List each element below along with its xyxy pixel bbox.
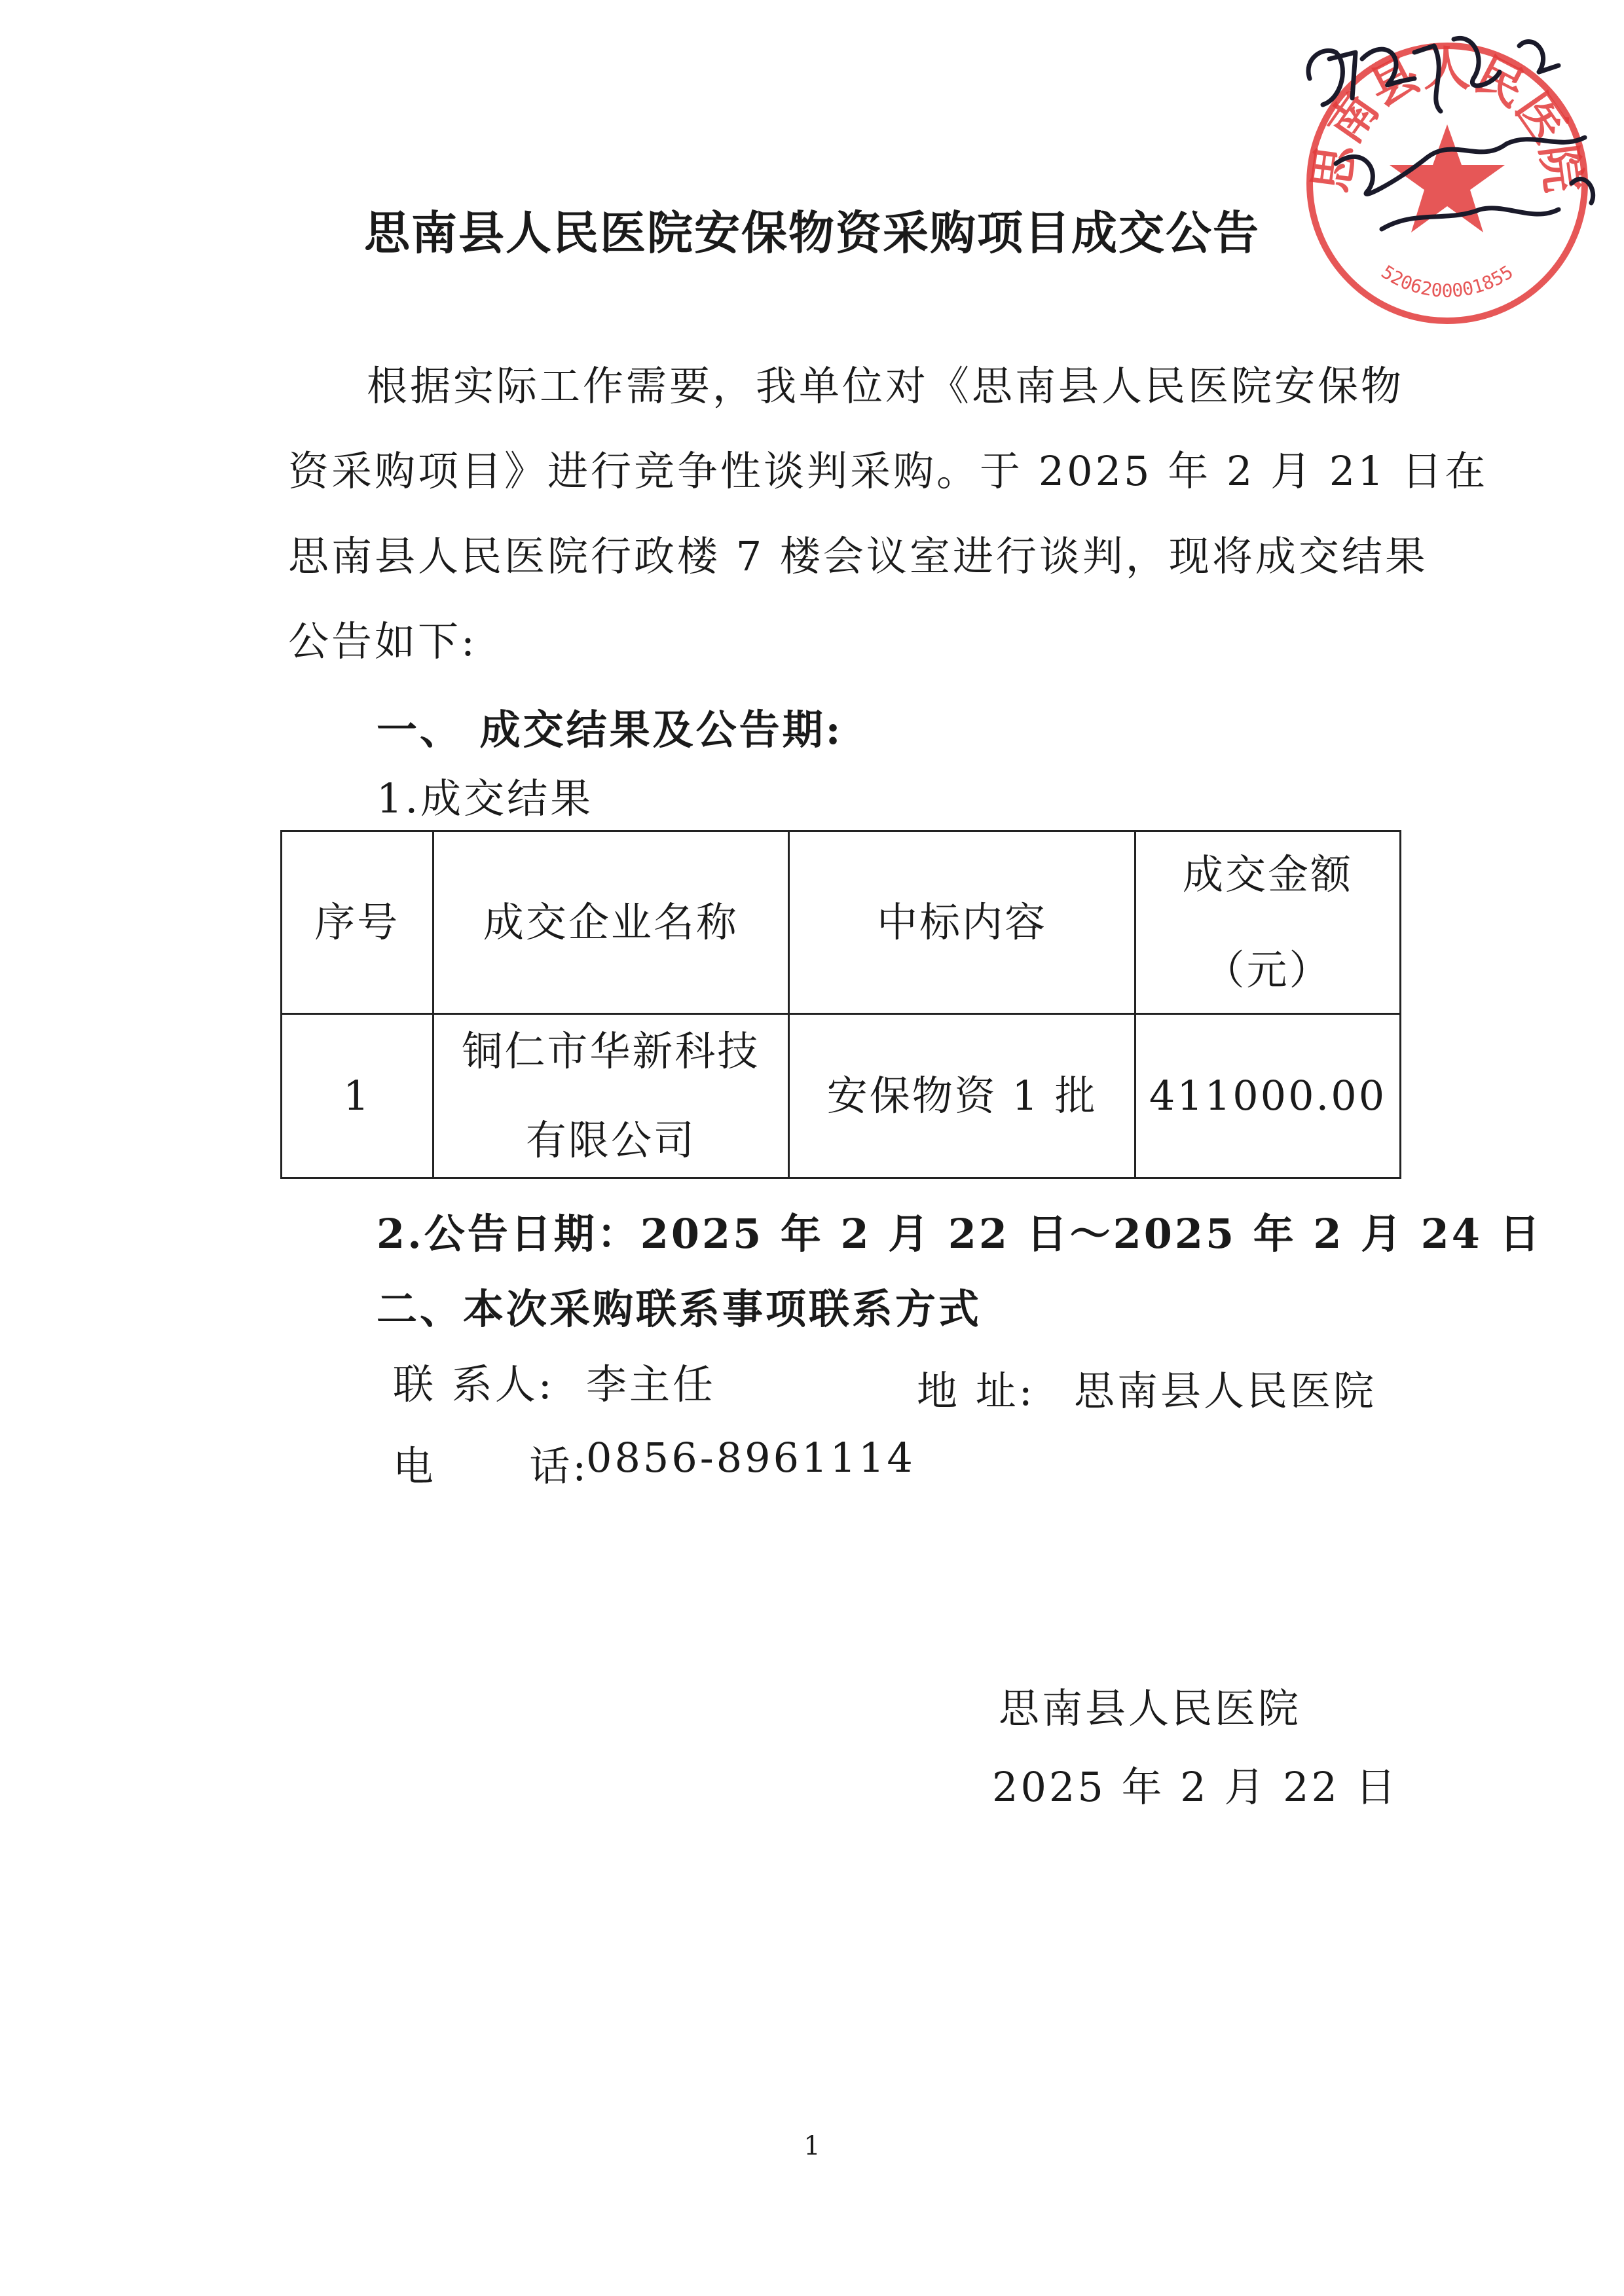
section-1-sub-1: 1.成交结果 — [377, 774, 594, 822]
footer-org: 思南县人民医院 — [999, 1685, 1302, 1732]
section-2-heading: 二、本次采购联系事项联系方式 — [377, 1285, 982, 1333]
page-number: 1 — [803, 2131, 821, 2161]
intro-line-3: 思南县人民医院行政楼 7 楼会议室进行谈判，现将成交结果 — [288, 532, 1428, 580]
header-amount — [1135, 831, 1401, 1014]
address-label: 地 址: — [917, 1367, 1035, 1415]
footer-date: 2025 年 2 月 22 日 — [992, 1763, 1399, 1811]
header-amount-label: 成交金额 — [1183, 850, 1354, 898]
header-no: 序号 — [282, 831, 434, 1014]
table-header-row — [282, 831, 1401, 1014]
section-1-heading: 一、 成交结果及公告期: — [377, 706, 843, 754]
intro-line-2: 资采购项目》进行竞争性谈判采购。于 2025 年 2 月 21 日在 — [288, 447, 1488, 495]
cell-company — [433, 1014, 789, 1178]
cell-no: 1 — [282, 1014, 434, 1178]
seal-text: 思南县人民医院 — [1302, 41, 1592, 196]
contact-label: 联 系人: — [393, 1360, 555, 1408]
cell-company-line-1: 铜仁市华新科技 — [462, 1027, 760, 1075]
section-1-sub-2: 2.公告日期：2025 年 2 月 22 日～2025 年 2 月 24 日 — [377, 1210, 1543, 1258]
phone-value: 0856-8961114 — [586, 1434, 915, 1482]
cell-amount: 411000.00 — [1135, 1014, 1401, 1178]
address-value: 思南县人民医院 — [1074, 1367, 1377, 1415]
seal-code: 5206200001855 — [1377, 261, 1517, 302]
cell-content: 安保物资 1 批 — [789, 1014, 1135, 1178]
header-amount-unit: （元） — [1204, 946, 1332, 994]
header-content: 中标内容 — [789, 831, 1135, 1014]
table-row — [282, 1014, 1401, 1178]
cell-company-line-2: 有限公司 — [525, 1116, 696, 1165]
contact-value: 李主任 — [586, 1360, 716, 1408]
result-table — [280, 830, 1401, 1179]
svg-text:5206200001855 — [1377, 261, 1517, 302]
header-company: 成交企业名称 — [433, 831, 789, 1014]
handwritten-signature — [1283, 13, 1624, 262]
intro-line-1: 根据实际工作需要，我单位对《思南县人民医院安保物 — [367, 362, 1405, 410]
phone-label: 电 话: — [393, 1442, 589, 1490]
document-title: 思南县人民医院安保物资采购项目成交公告 — [364, 206, 1260, 260]
intro-line-4: 公告如下: — [288, 617, 477, 665]
